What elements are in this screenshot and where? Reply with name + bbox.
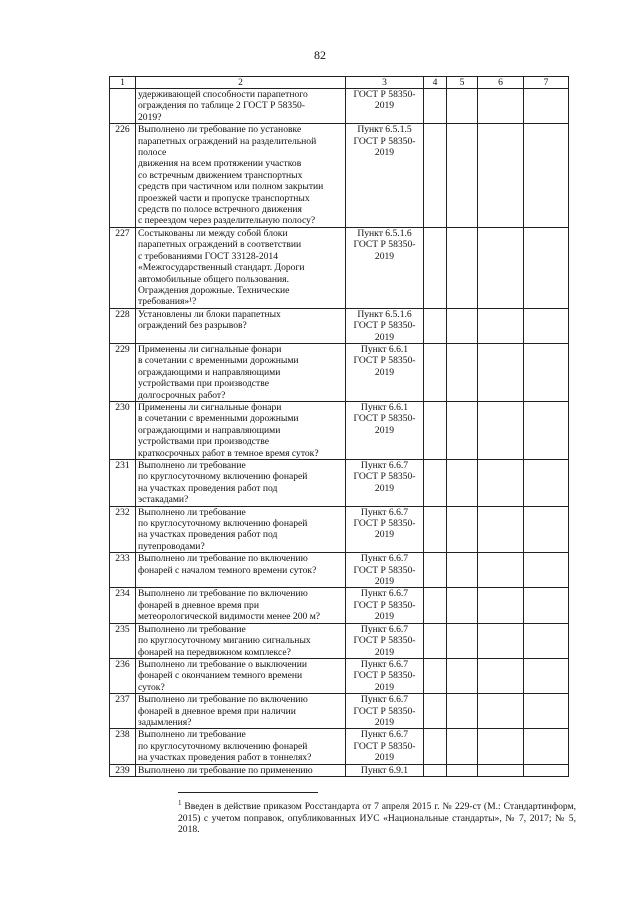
question-line: на участках проведения работ под [138,482,278,494]
column-header-row [110,77,569,89]
reference-line: ГОСТ Р 58350- [353,320,416,332]
question-line: по круглосуточному включению фонарей [138,518,308,530]
reference-line: Пункт 6.5.1.6 [357,227,412,239]
question-line: средств по полосе встречного движения [138,204,302,216]
empty-cell-col-6 [478,553,524,588]
empty-cell-col-5 [447,124,478,228]
empty-cell-col-6 [478,89,524,124]
question-cell [136,658,346,693]
question-line: в сочетании с временными дорожными [138,413,299,425]
reference-line: ГОСТ Р 58350- [353,518,416,530]
question-cell [136,729,346,764]
reference-line: Пункт 6.5.1.5 [357,124,412,136]
reference-line: ГОСТ Р 58350- [353,413,416,425]
empty-cell-col-7 [524,124,569,228]
reference-cell [346,694,424,729]
page-number: 82 [314,48,326,62]
empty-cell-col-4 [424,588,447,623]
table-row [110,658,569,693]
empty-cell-col-7 [524,401,569,459]
reference-cell [346,623,424,658]
reference-cell [346,343,424,401]
empty-cell-col-4 [424,623,447,658]
empty-cell-col-4 [424,227,447,308]
reference-line: Пункт 6.6.1 [360,343,409,355]
table-row [110,729,569,764]
reference-line: 2019 [374,424,395,436]
row-number: 237 [110,694,136,729]
question-line: Применены ли сигнальные фонари [138,343,282,355]
column-header: 3 [346,77,424,89]
question-line: ограждающими и направляющими [138,424,281,436]
empty-cell-col-4 [424,553,447,588]
empty-cell-col-6 [478,506,524,553]
table-row [110,553,569,588]
question-line: устройствами при производстве [138,378,269,390]
reference-cell [346,506,424,553]
row-number: 234 [110,588,136,623]
question-line: Состыкованы ли между собой блоки [138,227,288,239]
empty-cell-col-4 [424,308,447,343]
table-row [110,401,569,459]
row-number: 227 [110,227,136,308]
question-line: эстакадами? [138,494,189,506]
question-line: требования»¹? [138,296,197,308]
question-line: Выполнено ли требование по включению [138,553,308,565]
empty-cell-col-7 [524,658,569,693]
question-line: по круглосуточному миганию сигнальных [138,635,311,647]
question-line: Установлены ли блоки парапетных [138,308,281,320]
reference-line: 2019 [374,331,395,343]
question-line: ограждений без разрывов? [138,320,247,332]
reference-line: Пункт 6.6.7 [360,729,409,741]
empty-cell-col-6 [478,343,524,401]
row-number: 235 [110,623,136,658]
empty-cell-col-6 [478,623,524,658]
reference-line: 2019 [374,576,395,588]
question-line: задымления? [138,716,192,728]
question-line: проезжей части и пропуске транспортных [138,192,310,204]
reference-cell [346,588,424,623]
table-row [110,623,569,658]
row-number: 238 [110,729,136,764]
reference-line: 2019 [374,366,395,378]
column-header: 2 [136,77,346,89]
empty-cell-col-6 [478,729,524,764]
question-line: Выполнено ли требование [138,623,246,635]
reference-line: Пункт 6.6.7 [360,506,409,518]
empty-cell-col-4 [424,506,447,553]
empty-cell-col-4 [424,460,447,507]
empty-cell-col-5 [447,227,478,308]
question-line: Выполнено ли требование [138,460,246,471]
question-line: Выполнено ли требование [138,729,246,741]
reference-cell [346,227,424,308]
question-cell [136,694,346,729]
reference-line: ГОСТ Р 58350- [353,635,416,647]
empty-cell-col-6 [478,227,524,308]
empty-cell-col-7 [524,343,569,401]
reference-line: Пункт 6.6.7 [360,658,409,670]
row-number: 236 [110,658,136,693]
reference-line: Пункт 6.6.7 [360,460,409,471]
question-line: средств при частичном или полном закрытии [138,181,324,193]
question-line: ограждающими и направляющими [138,366,281,378]
empty-cell-col-7 [524,506,569,553]
table-row [110,506,569,553]
question-line: Выполнено ли требование по установке [138,124,302,136]
empty-cell-col-5 [447,401,478,459]
reference-line: ГОСТ Р 58350- [353,89,416,100]
empty-cell-col-5 [447,553,478,588]
reference-line: ГОСТ Р 58350- [353,705,416,717]
question-line: долгосрочных работ? [138,389,226,401]
question-line: в сочетании с временными дорожными [138,355,299,367]
question-line: Применены ли сигнальные фонари [138,401,282,413]
question-line: на участках проведения работ в тоннелях? [138,752,312,764]
empty-cell-col-5 [447,460,478,507]
question-cell [136,506,346,553]
empty-cell-col-7 [524,227,569,308]
reference-cell [346,553,424,588]
question-cell [136,588,346,623]
empty-cell-col-6 [478,401,524,459]
footnote [178,798,576,836]
empty-cell-col-6 [478,658,524,693]
question-line: суток? [138,681,165,693]
question-line: Выполнено ли требование [138,506,246,518]
empty-cell-col-5 [447,623,478,658]
question-line: с требованиями ГОСТ 33128-2014 [138,250,279,262]
reference-line: 2019 [374,752,395,764]
empty-cell-col-5 [447,764,478,776]
reference-cell [346,308,424,343]
question-cell [136,401,346,459]
empty-cell-col-7 [524,89,569,124]
question-line: движения на всем протяжении участков [138,158,302,170]
row-number: 233 [110,553,136,588]
table-row [110,227,569,308]
empty-cell-col-4 [424,124,447,228]
reference-line: 2019 [374,681,395,693]
empty-cell-col-7 [524,588,569,623]
row-number: 232 [110,506,136,553]
row-number: 230 [110,401,136,459]
question-cell [136,227,346,308]
reference-line: 2019 [374,611,395,623]
question-line: 2019? [138,111,162,123]
question-line: Выполнено ли требование по применению [138,764,313,776]
reference-cell [346,89,424,124]
question-line: фонарей в дневное время при наличии [138,705,296,717]
reference-line: 2019 [374,100,395,112]
table-row [110,764,569,776]
empty-cell-col-7 [524,694,569,729]
table-row [110,460,569,507]
empty-cell-col-4 [424,89,447,124]
reference-cell [346,124,424,228]
question-line: метеорологической видимости менее 200 м? [138,611,321,623]
question-cell [136,553,346,588]
empty-cell-col-7 [524,623,569,658]
reference-cell [346,658,424,693]
empty-cell-col-5 [447,308,478,343]
question-line: ограждения по таблице 2 ГОСТ Р 58350- [138,100,306,112]
question-line: с переездом через разделительную полосу? [138,215,316,227]
reference-line: 2019 [374,250,395,262]
question-cell [136,623,346,658]
reference-line: ГОСТ Р 58350- [353,599,416,611]
table-row [110,89,569,124]
table-row [110,308,569,343]
question-line: на участках проведения работ под [138,529,278,541]
reference-cell [346,401,424,459]
empty-cell-col-5 [447,694,478,729]
reference-line: ГОСТ Р 58350- [353,471,416,483]
empty-cell-col-6 [478,308,524,343]
question-line: «Межгосударственный стандарт. Дороги [138,262,305,274]
table-body [110,89,569,777]
empty-cell-col-5 [447,343,478,401]
reference-line: ГОСТ Р 58350- [353,670,416,682]
question-line: парапетных ограждений на разделительной полосе [138,135,317,159]
question-cell [136,308,346,343]
column-header: 6 [478,77,524,89]
empty-cell-col-5 [447,588,478,623]
empty-cell-col-5 [447,89,478,124]
question-line: фонарей на передвижном комплексе? [138,646,291,658]
footnote-divider [178,792,318,793]
footnote-text: Введен в действие приказом Росстандарта от 7 апреля 2015 г. № 229-ст (М.: Стандартинформ, 2015) с учетом поправок, опубликованных ИУС «Национальные стандарты», № 7, 2017; № 5, 2018. [178,801,576,836]
reference-line: Пункт 6.6.7 [360,553,409,565]
reference-line: ГОСТ Р 58350- [353,740,416,752]
empty-cell-col-4 [424,729,447,764]
question-line: по круглосуточному включению фонарей [138,471,308,483]
row-number: 229 [110,343,136,401]
reference-line: Пункт 6.6.7 [360,623,409,635]
row-number: 239 [110,764,136,776]
reference-line: 2019 [374,646,395,658]
question-line: путепроводами? [138,540,205,552]
empty-cell-col-6 [478,124,524,228]
table-row [110,343,569,401]
empty-cell-col-7 [524,729,569,764]
empty-cell-col-5 [447,729,478,764]
question-line: удерживающей способности парапетного [138,89,308,100]
reference-line: Пункт 6.6.7 [360,694,409,706]
question-cell [136,460,346,507]
question-line: Ограждения дорожные. Технические [138,284,290,296]
empty-cell-col-4 [424,343,447,401]
question-line: фонарей в дневное время при [138,599,259,611]
empty-cell-col-4 [424,694,447,729]
empty-cell-col-4 [424,401,447,459]
empty-cell-col-7 [524,308,569,343]
table-row [110,124,569,228]
column-header: 1 [110,77,136,89]
empty-cell-col-4 [424,764,447,776]
row-number: 226 [110,124,136,228]
empty-cell-col-6 [478,588,524,623]
reference-line: 2019 [374,482,395,494]
reference-line: Пункт 6.9.1 [360,764,409,776]
question-line: автомобильные общего пользования. [138,273,289,285]
checklist-table [109,76,569,777]
reference-cell [346,460,424,507]
reference-line: Пункт 6.5.1.6 [357,308,412,320]
row-number: 228 [110,308,136,343]
table-row [110,588,569,623]
reference-line: ГОСТ Р 58350- [353,564,416,576]
question-line: Выполнено ли требование по включению [138,694,308,706]
reference-line: Пункт 6.6.7 [360,588,409,600]
reference-line: Пункт 6.6.1 [360,401,409,413]
empty-cell-col-6 [478,460,524,507]
reference-line: ГОСТ Р 58350- [353,355,416,367]
row-number: 231 [110,460,136,507]
question-cell [136,89,346,124]
reference-line: ГОСТ Р 58350- [353,135,416,147]
question-line: Выполнено ли требование о выключении [138,658,308,670]
reference-line: 2019 [374,529,395,541]
column-header: 7 [524,77,569,89]
question-cell [136,343,346,401]
question-cell [136,764,346,776]
empty-cell-col-7 [524,553,569,588]
empty-cell-col-5 [447,658,478,693]
empty-cell-col-7 [524,764,569,776]
empty-cell-col-4 [424,658,447,693]
question-line: устройствами при производстве [138,436,269,448]
reference-line: 2019 [374,716,395,728]
question-line: по круглосуточному включению фонарей [138,740,308,752]
empty-cell-col-7 [524,460,569,507]
empty-cell-col-5 [447,506,478,553]
reference-cell [346,729,424,764]
question-line: фонарей с началом темного времени суток? [138,564,317,576]
question-cell [136,124,346,228]
question-line: фонарей с окончанием темного времени [138,670,303,682]
question-line: Выполнено ли требование по включению [138,588,308,600]
question-line: краткосрочных работ в темное время суток? [138,447,319,459]
column-header: 4 [424,77,447,89]
reference-line: ГОСТ Р 58350- [353,239,416,251]
column-header: 5 [447,77,478,89]
footnote-marker: 1 [178,799,182,807]
reference-line: 2019 [374,147,395,159]
question-line: со встречным движением транспортных [138,169,303,181]
reference-cell [346,764,424,776]
question-line: парапетных ограждений в соответствии [138,239,302,251]
row-number [110,89,136,124]
table-row [110,694,569,729]
empty-cell-col-6 [478,694,524,729]
empty-cell-col-6 [478,764,524,776]
